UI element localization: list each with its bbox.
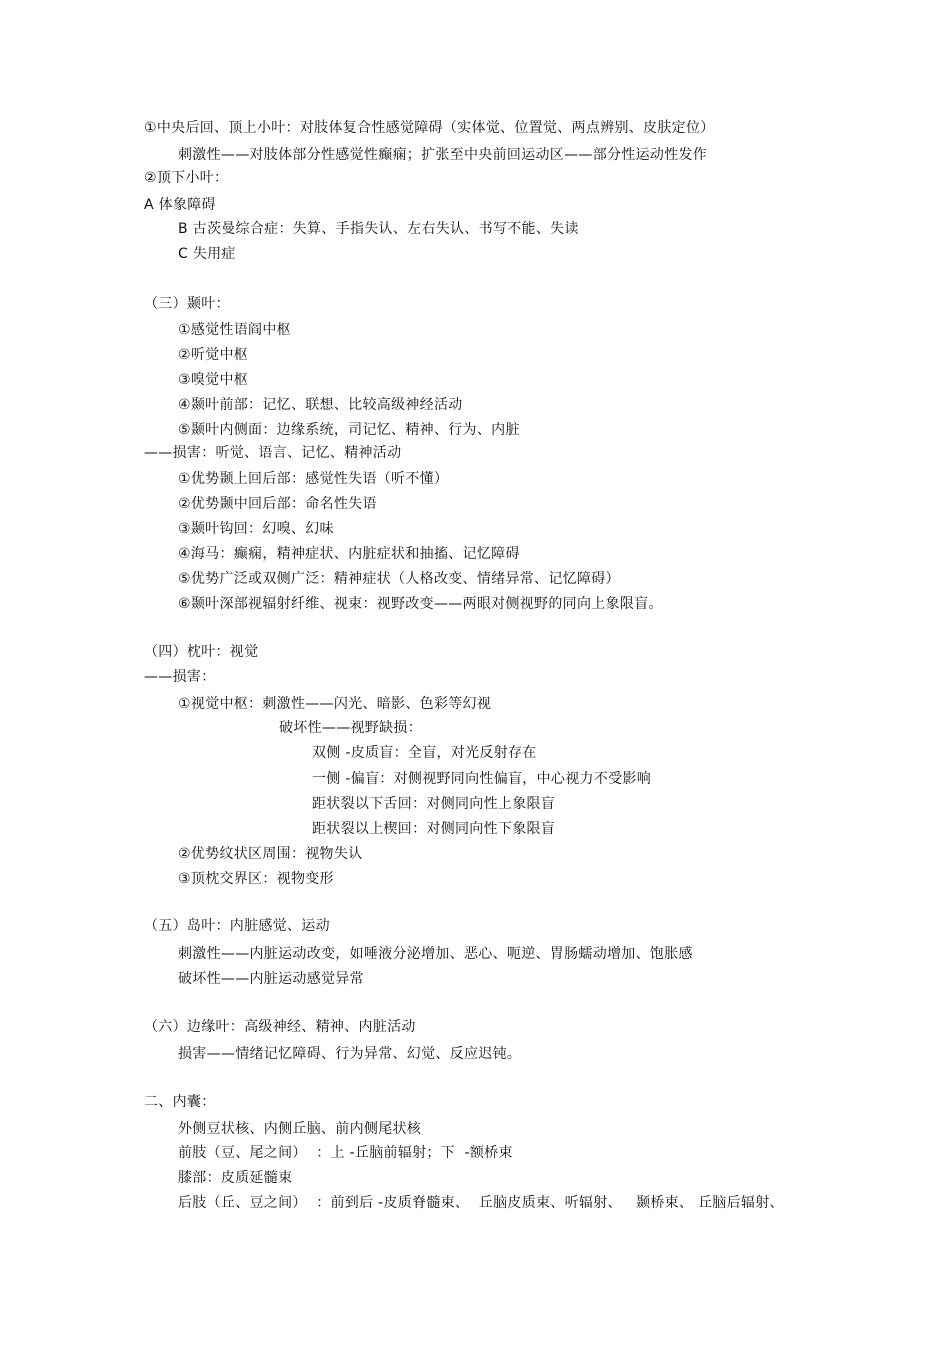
text-line: 刺激性——内脏运动改变，如唾液分泌增加、恶心、呃逆、胃肠蠕动增加、饱胀感 (178, 946, 693, 962)
text-line: ①感觉性语阎中枢 (178, 322, 291, 338)
text-line: 刺激性——对肢体部分性感觉性癫痫；扩张至中央前回运动区——部分性运动性发作 (178, 147, 708, 163)
section-heading: 二、内囊： (144, 1094, 216, 1110)
text-line: 双侧 -皮质盲：全盲，对光反射存在 (312, 745, 537, 761)
text-line: ②顶下小叶： (144, 170, 229, 186)
text-line: C 失用症 (178, 246, 236, 262)
text-line: ①视觉中枢：刺激性——闪光、暗影、色彩等幻视 (178, 696, 492, 712)
text-line: ⑥颞叶深部视辐射纤维、视束：视野改变——两眼对侧视野的同向上象限盲。 (178, 596, 663, 612)
text-line: 前肢（豆、尾之间） ：上 -丘脑前辐射；下 -额桥束 (178, 1145, 513, 1161)
text-line: ①中央后回、顶上小叶：对肢体复合性感觉障碍（实体觉、位置觉、两点辨别、皮肤定位） (144, 120, 715, 136)
text-line: ——损害：听觉、语言、记忆、精神活动 (144, 445, 402, 461)
text-line: 后肢（丘、豆之间） ：前到后 -皮质脊髓束、 丘脑皮质束、听辐射、 颞桥束、 丘脑后辐射、 (178, 1195, 784, 1211)
text-line: ④颞叶前部：记忆、联想、比较高级神经活动 (178, 397, 463, 413)
section-heading: （四）枕叶：视觉 (144, 644, 259, 660)
text-line: A 体象障碍 (144, 197, 216, 213)
text-line: ③颞叶钩回：幻嗅、幻味 (178, 521, 334, 537)
text-line: 距状裂以上楔回：对侧同向性下象限盲 (312, 821, 556, 837)
text-line: ③顶枕交界区：视物变形 (178, 871, 334, 887)
text-line: ②优势颞中回后部：命名性失语 (178, 496, 377, 512)
text-line: ①优势颞上回后部：感觉性失语（听不懂） (178, 471, 449, 487)
text-line: 破坏性——视野缺损： (279, 720, 422, 736)
text-line: B 古茨曼综合症：失算、手指失认、左右失认、书写不能、失读 (178, 221, 579, 237)
text-line: 膝部：皮质延髓束 (178, 1170, 293, 1186)
text-line: 距状裂以下舌回：对侧同向性上象限盲 (312, 796, 556, 812)
text-line: 损害——情绪记忆障碍、行为异常、幻觉、反应迟钝。 (178, 1046, 522, 1062)
text-line: 外侧豆状核、内侧丘脑、前内侧尾状核 (178, 1121, 422, 1137)
text-line: ②优势纹状区周围：视物失认 (178, 846, 363, 862)
text-line: 破坏性——内脏运动感觉异常 (178, 971, 364, 987)
section-heading: （六）边缘叶：高级神经、精神、内脏活动 (144, 1019, 416, 1035)
text-line: ⑤优势广泛或双侧广泛：精神症状（人格改变、情绪异常、记忆障碍） (178, 571, 620, 587)
text-line: ④海马：癫痫，精神症状、内脏症状和抽搐、记忆障碍 (178, 546, 520, 562)
section-heading: （三）颞叶： (144, 296, 230, 312)
section-heading: （五）岛叶：内脏感觉、运动 (144, 918, 330, 934)
text-line: ——损害： (144, 669, 216, 685)
text-line: ②听觉中枢 (178, 347, 249, 363)
text-line: ③嗅觉中枢 (178, 372, 249, 388)
text-line: ⑤颞叶内侧面：边缘系统，司记忆、精神、行为、内脏 (178, 422, 520, 438)
text-line: 一侧 -偏盲：对侧视野同向性偏盲，中心视力不受影响 (312, 771, 652, 787)
